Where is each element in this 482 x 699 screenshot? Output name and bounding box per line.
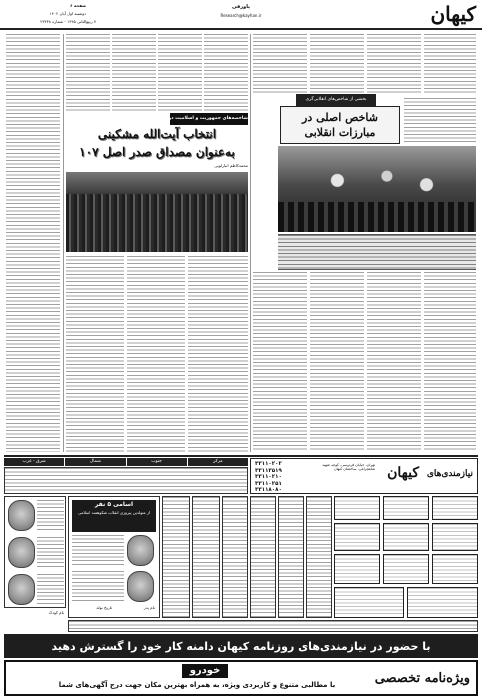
pre-banner-strip [68, 620, 478, 632]
series-text-col-3 [158, 34, 202, 112]
protest-photo [278, 146, 476, 232]
ad-box [334, 587, 404, 618]
notice-box: اسامی ۵ نفر از متولدین پیروزی انقلاب شکوهمند اسلامی [72, 500, 156, 532]
issue-date-hijri: ۷ ربیع‌الثانی ۱۴۴۵ - شماره ۲۳۴۳۸ [40, 19, 96, 24]
series-text-col-7 [188, 256, 248, 452]
classifieds-title: نیازمندی‌های [426, 469, 473, 479]
main-text-col-7 [367, 272, 421, 452]
logo: کیهان [430, 2, 476, 26]
ad-box [334, 496, 380, 520]
section-label: پاورقی [231, 4, 251, 10]
main-text-col-2 [310, 34, 364, 94]
left-text-column [6, 34, 60, 452]
classified-col [222, 496, 248, 618]
classifieds-address: تهران، خیابان فردوسی، کوچه شهید شاهچراغی، ساختمان کیهان [322, 463, 375, 472]
ad-box [334, 523, 380, 551]
baby-photo [127, 535, 154, 566]
region-listings [4, 467, 248, 494]
email: Research@kayhan.ir [220, 13, 262, 18]
classified-col [250, 496, 276, 618]
special-title: ویژه‌نامه تخصصی [374, 671, 470, 686]
series-text-col-6 [127, 256, 185, 452]
classifieds-logo: کیهان [387, 465, 419, 481]
page-number: صفحه ۶ [70, 3, 86, 8]
baby-photo [127, 571, 154, 602]
region-tab: جنوب [126, 458, 187, 466]
special-edition-banner [4, 660, 478, 696]
main-text-col-5 [253, 272, 307, 452]
phone: ۳۳۱۱۳۵۱۹ [255, 467, 282, 474]
main-text-col-1 [253, 34, 307, 94]
main-text-side [404, 98, 476, 144]
region-tabs [4, 458, 248, 466]
baby-column [4, 496, 66, 608]
ad-box [432, 496, 478, 520]
main-highlight [278, 234, 476, 270]
baby-photo [8, 500, 35, 531]
notice-column [68, 496, 160, 618]
ad-box [383, 523, 429, 551]
series-text-col-1 [66, 34, 110, 112]
main-subtitle-box: بخشی از شاخص‌های انقلابی‌گری [296, 94, 376, 106]
phone: ۳۳۱۱۸۰۸۰ [255, 487, 282, 493]
series-headline-1: انتخاب آیت‌الله مشکینی [97, 127, 217, 141]
kayhan-classifieds-banner: با حضور در نیازمندی‌های روزنامه کیهان دامنه کار خود را گسترش دهید [4, 634, 478, 658]
main-banner: شاخص اصلی در مبارزات انقلابی [280, 106, 400, 144]
ad-box [432, 523, 478, 551]
masthead [0, 0, 482, 30]
region-tab: شمال [64, 458, 125, 466]
region-tab: شرق - غرب [4, 458, 64, 466]
baby-label: نام کودک [48, 610, 64, 615]
phone-list [255, 461, 309, 494]
phone: ۳۳۱۱۰۲۰۲ [255, 461, 282, 467]
main-text-col-6 [310, 272, 364, 452]
classifieds-header [250, 458, 478, 494]
special-body: با مطالبی متنوع و کاربردی ویژه، به همراه بهترین مکان جهت درج آگهی‌های شما [58, 681, 336, 689]
series-text-col-4 [204, 34, 248, 112]
series-text-col-2 [112, 34, 156, 112]
main-text-col-4 [424, 34, 476, 94]
ad-box [383, 554, 429, 584]
issue-date: دوشنبه اول آبان ۱۴۰۲ [49, 11, 86, 16]
main-text-col-3 [367, 34, 421, 94]
baby-photo [8, 574, 35, 605]
ad-box [407, 587, 478, 618]
ad-grid [334, 496, 478, 618]
birthday-label: تاریخ تولد [96, 605, 112, 610]
ad-box [383, 496, 429, 520]
classified-col [192, 496, 220, 618]
assembly-photo [66, 172, 248, 252]
special-brand-box: خودرو [182, 664, 228, 678]
phone: ۳۳۱۱۰۲۵۱ [255, 480, 282, 487]
baby-photo [8, 537, 35, 568]
series-headline-2: به‌عنوان مصداق صدر اصل ۱۰۷ [79, 145, 235, 159]
series-text-col-5 [66, 256, 124, 452]
ad-box [334, 554, 380, 584]
region-tab: مرکز [187, 458, 248, 466]
classified-col [306, 496, 332, 618]
series-kicker: شاخصه‌های جمهوریت و اسلامیت در انتخاب ولی‌فقیه - ۵۴ [170, 113, 248, 125]
main-text-col-8 [424, 272, 476, 452]
ad-box [432, 554, 478, 584]
classified-col [278, 496, 304, 618]
father-label: نام پدر [143, 605, 155, 610]
classified-col [162, 496, 190, 618]
phone: ۳۳۱۱۰۲۱۰ [255, 474, 282, 480]
series-byline: محمدکاظم انبارلویی [214, 163, 248, 168]
